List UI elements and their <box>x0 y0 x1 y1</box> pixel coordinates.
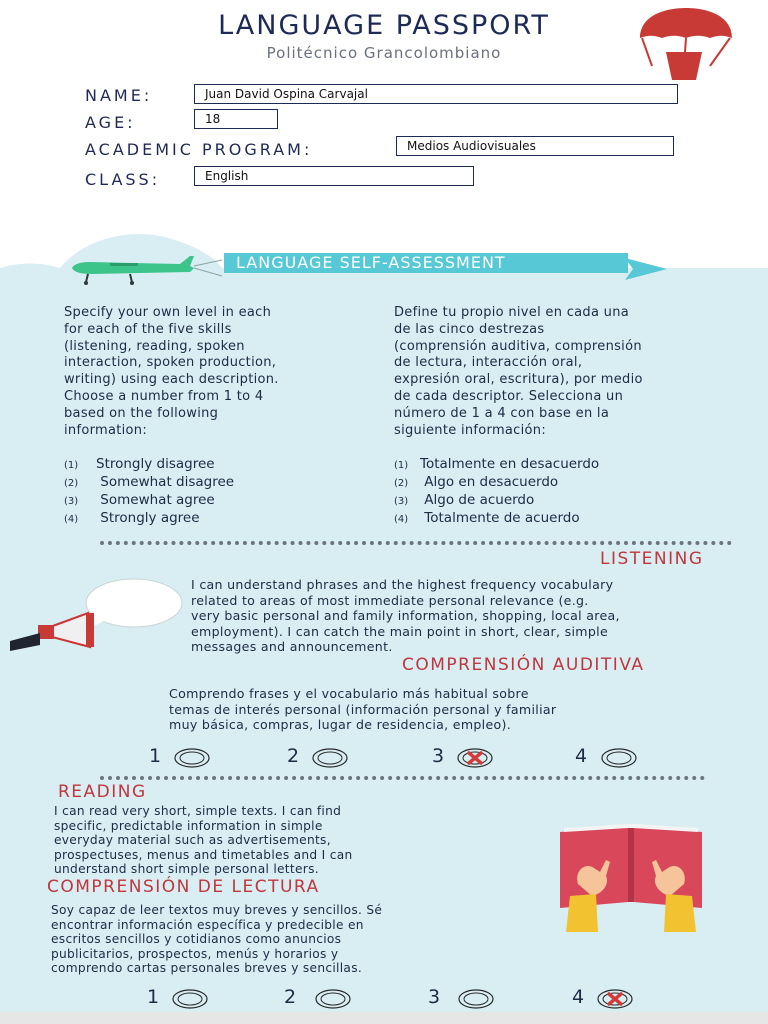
airplane-icon <box>70 252 230 286</box>
reading-rating-3[interactable] <box>457 989 495 1009</box>
listening-rating-label-3: 3 <box>432 745 445 767</box>
reading-rating-label-3: 3 <box>428 986 441 1008</box>
listening-text-spanish: Comprendo frases y el vocabulario más habitual sobre temas de interés personal (información personal y familiar muy básica, compras, lugar de residencia, empleo). <box>169 686 557 732</box>
listening-rating-4[interactable] <box>600 748 638 768</box>
list-item: (4) Strongly agree <box>64 510 200 526</box>
reading-rating-2[interactable] <box>314 989 352 1009</box>
intro-english: Specify your own level in each for each of the five skills (listening, reading, spoken interaction, spoken production, writing) using each description. Choose a number from 1 to 4 based on the following information: <box>64 305 279 438</box>
list-item: (2) Algo en desacuerdo <box>394 474 559 490</box>
book-icon <box>556 822 706 932</box>
reading-text-english: I can read very short, simple texts. I can find specific, predictable information in simple everyday material such as advertisements, prospectuses, menus and timetables and I can understand short simple personal letters. <box>54 804 353 877</box>
intro-spanish: Define tu propio nivel en cada una de las cinco destrezas (comprensión auditiva, comprensión de lectura, interacción oral, expresión oral, escritura), por medio de cada descriptor. Selecciona un número de 1 a 4 con base en la siguiente información: <box>394 305 643 438</box>
age-field[interactable]: 18 <box>194 109 278 129</box>
parachute-icon <box>636 8 736 82</box>
comprension-lectura-heading: COMPRENSIÓN DE LECTURA <box>47 877 320 897</box>
page-subtitle: Politécnico Grancolombiano <box>266 44 502 62</box>
name-field[interactable]: Juan David Ospina Carvajal <box>194 84 678 104</box>
divider <box>100 541 732 545</box>
reading-text-spanish: Soy capaz de leer textos muy breves y sencillos. Sé encontrar información específica y predecible en escritos sencillos y cotidianos como anuncios publicitarios, prospectos, menús y horarios y comprendo cartas personales breves y sencillas. <box>51 903 383 976</box>
academic-program-label: ACADEMIC PROGRAM: <box>85 140 313 159</box>
list-item: (3) Somewhat agree <box>64 492 215 508</box>
divider <box>100 776 705 780</box>
listening-rating-label-1: 1 <box>149 745 162 767</box>
reading-rating-label-2: 2 <box>284 986 297 1008</box>
selected-x-icon <box>609 994 621 1004</box>
listening-text-english: I can understand phrases and the highest frequency vocabulary related to areas of most immediate personal relevance (e.g. very basic personal and family information, shopping, local area, employment). I can catch the main point in short, clear, simple messages and announcement. <box>191 577 620 654</box>
scale-english <box>64 456 364 528</box>
listening-rating-2[interactable] <box>311 748 349 768</box>
reading-heading: READING <box>58 782 147 802</box>
banner-arrow-icon <box>625 258 667 280</box>
listening-rating-3[interactable] <box>456 748 494 768</box>
reading-rating-1[interactable] <box>171 989 209 1009</box>
age-label: AGE: <box>85 113 136 132</box>
selected-x-icon <box>469 753 481 763</box>
academic-program-field[interactable]: Medios Audiovisuales <box>396 136 674 156</box>
self-assessment-banner: LANGUAGE SELF-ASSESSMENT <box>224 253 628 273</box>
page-title: LANGUAGE PASSPORT <box>218 10 550 41</box>
list-item: (3) Algo de acuerdo <box>394 492 535 508</box>
megaphone-icon <box>8 575 183 655</box>
listening-rating-1[interactable] <box>173 748 211 768</box>
class-label: CLASS: <box>85 170 161 189</box>
scale-spanish <box>394 456 734 528</box>
class-field[interactable]: English <box>194 166 474 186</box>
reading-rating-label-1: 1 <box>147 986 160 1008</box>
list-item: (1) Strongly disagree <box>64 456 215 472</box>
list-item: (1) Totalmente en desacuerdo <box>394 456 600 472</box>
listening-rating-label-2: 2 <box>287 745 300 767</box>
bottom-bar <box>0 1012 768 1024</box>
listening-heading: LISTENING <box>600 549 704 569</box>
reading-rating-4[interactable] <box>596 989 634 1009</box>
comprension-auditiva-heading: COMPRENSIÓN AUDITIVA <box>402 655 645 675</box>
listening-rating-label-4: 4 <box>575 745 588 767</box>
list-item: (2) Somewhat disagree <box>64 474 235 490</box>
reading-rating-label-4: 4 <box>572 986 585 1008</box>
list-item: (4) Totalmente de acuerdo <box>394 510 580 526</box>
name-label: NAME: <box>85 86 153 105</box>
